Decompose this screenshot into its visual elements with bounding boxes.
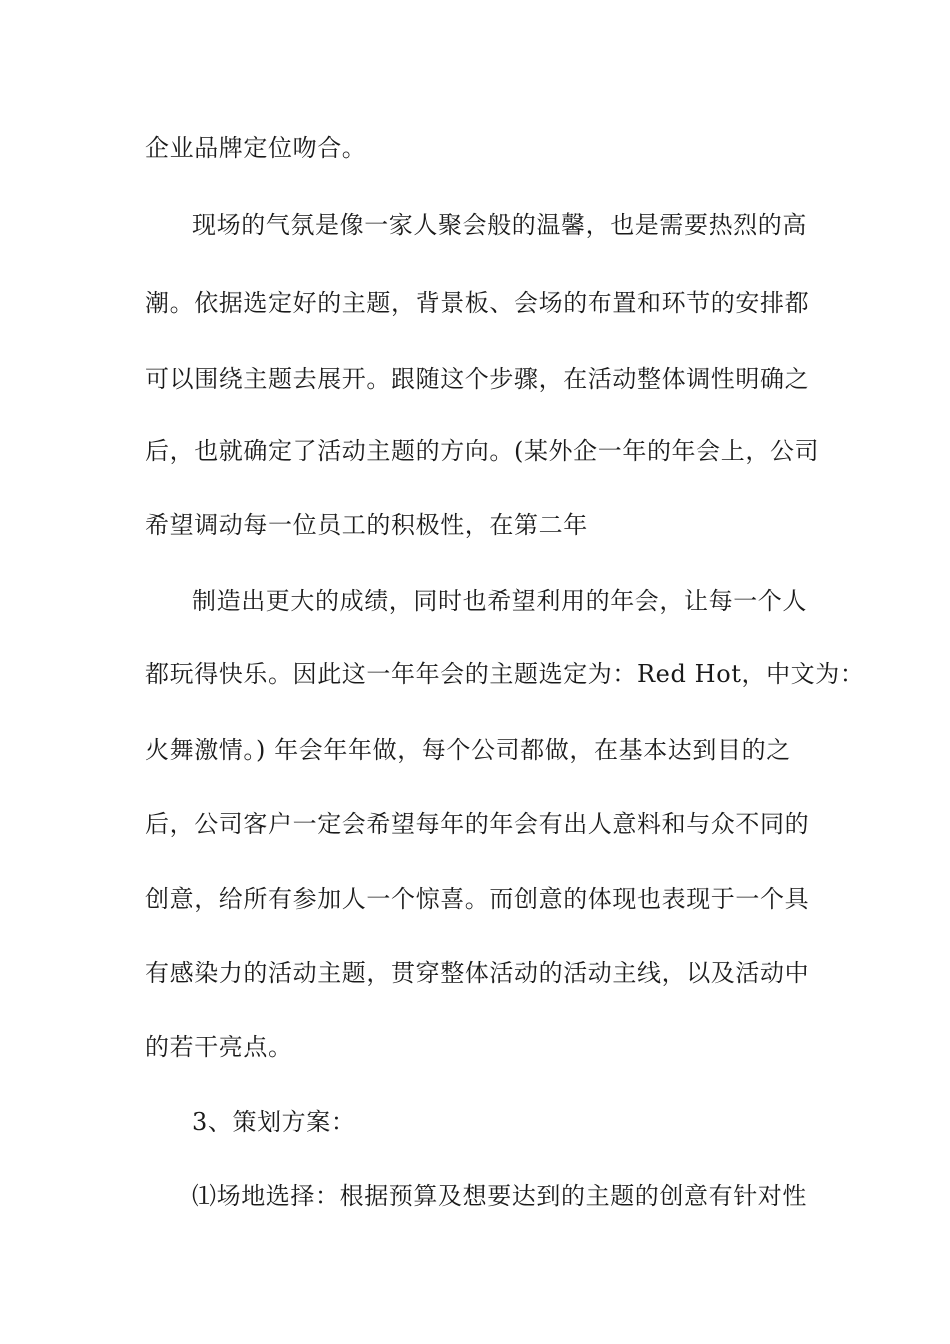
text-line-2: 现场的气氛是像一家人聚会般的温馨，也是需要热烈的高 — [192, 211, 807, 239]
text-line-11: 创意，给所有参加人一个惊喜。而创意的体现也表现于一个具 — [145, 885, 810, 913]
text-line-8: 都玩得快乐。因此这一年年会的主题选定为：Red Hot，中文为： — [145, 660, 865, 688]
text-line-1: 企业品牌定位吻合。 — [145, 134, 367, 162]
text-line-10: 后，公司客户一定会希望每年的年会有出人意料和与众不同的 — [145, 810, 810, 838]
text-line-12: 有感染力的活动主题，贯穿整体活动的活动主线，以及活动中 — [145, 959, 810, 987]
text-line-15: ⑴场地选择：根据预算及想要达到的主题的创意有针对性 — [192, 1182, 807, 1210]
text-line-4: 可以围绕主题去展开。跟随这个步骤，在活动整体调性明确之 — [145, 365, 810, 393]
text-line-5: 后，也就确定了活动主题的方向。(某外企一年的年会上，公司 — [145, 437, 820, 465]
text-line-6: 希望调动每一位员工的积极性，在第二年 — [145, 511, 588, 539]
section-heading: 3、策划方案： — [192, 1108, 356, 1136]
text-line-3: 潮。依据选定好的主题，背景板、会场的布置和环节的安排都 — [145, 289, 810, 317]
text-line-13: 的若干亮点。 — [145, 1033, 293, 1061]
text-line-7: 制造出更大的成绩，同时也希望利用的年会，让每一个人 — [192, 587, 807, 615]
text-line-9: 火舞激情。) 年会年年做，每个公司都做，在基本达到目的之 — [145, 736, 791, 764]
